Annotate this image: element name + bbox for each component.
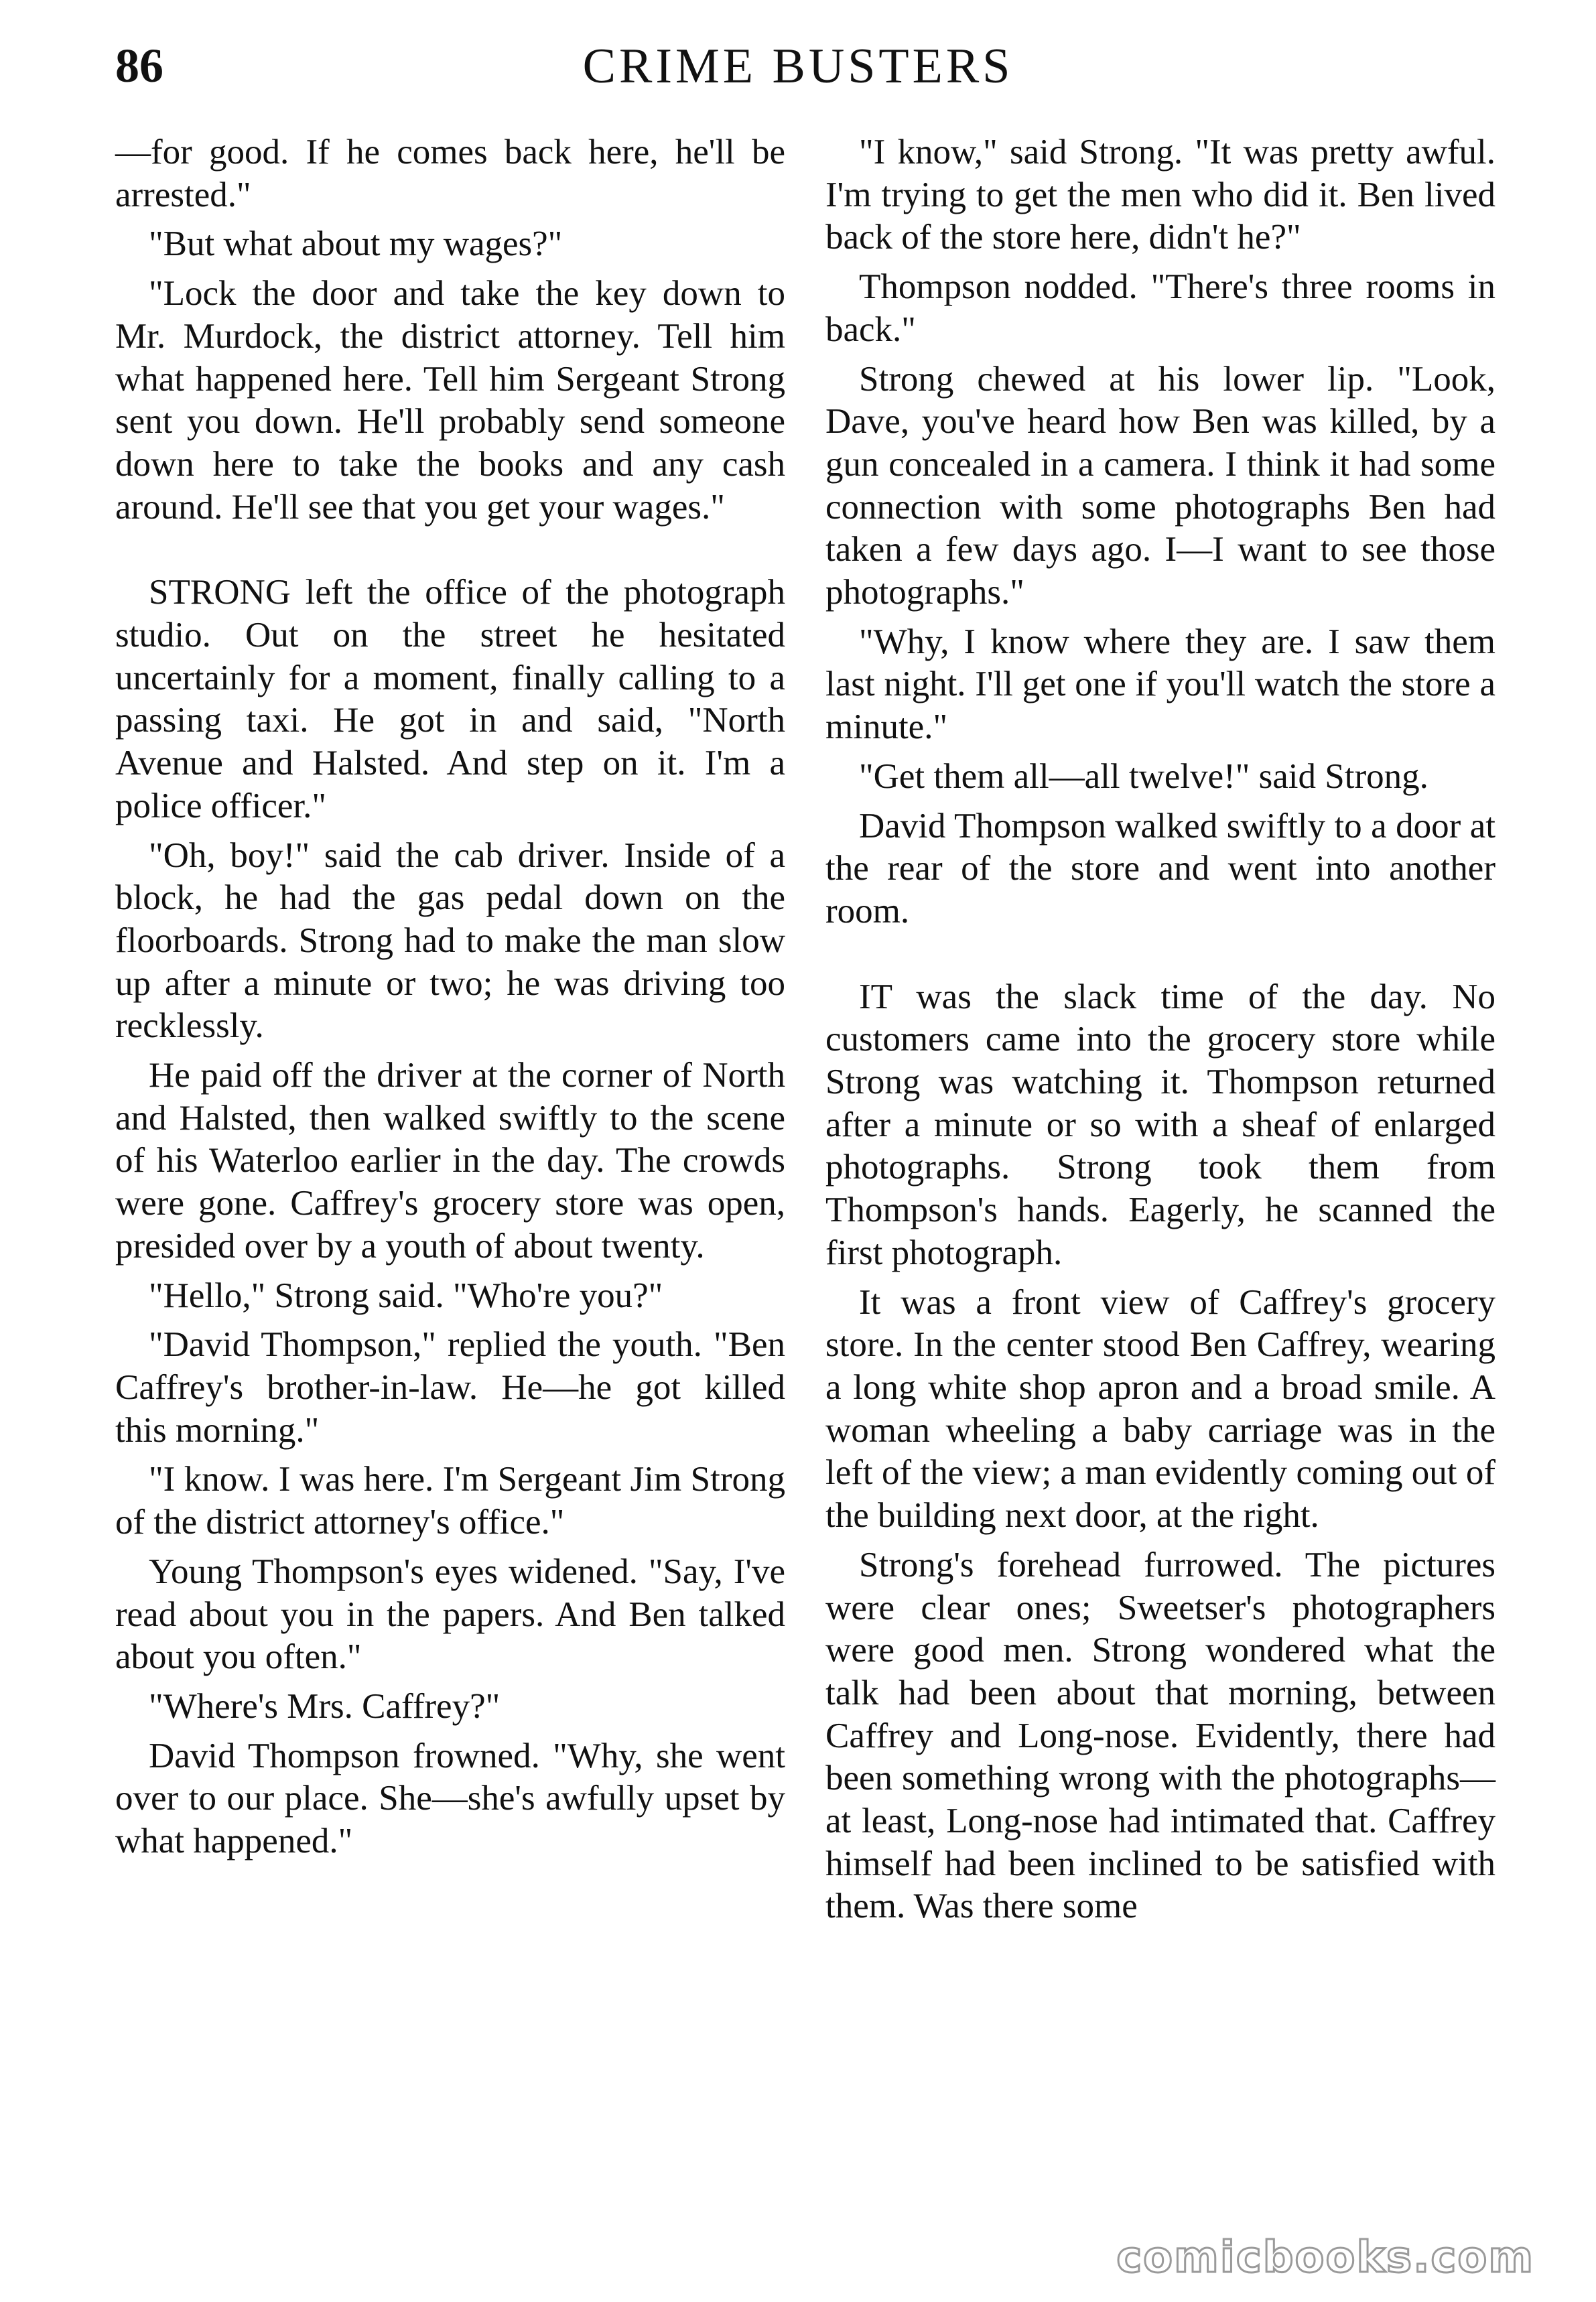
paragraph: Young Thompson's eyes widened. "Say, I've read about you in the papers. And Ben talked about you often." [115, 1552, 785, 1677]
paragraph: He paid off the driver at the corner of North and Halsted, then walked swiftly to the scene of his Waterloo earlier in the day. The crowds were gone. Caffrey's grocery store was open, presided over by a youth of about twenty. [115, 1056, 785, 1266]
paragraph: "Where's Mrs. Caffrey?" [149, 1686, 501, 1726]
left-text-column [115, 131, 785, 1870]
paragraph: Strong chewed at his lower lip. "Look, Dave, you've heard how Ben was killed, by a gun concealed in a camera. I think it had some connection with some photographs Ben had taken a few days ago. I—I want to see those photographs." [825, 359, 1495, 612]
paragraph: "I know. I was here. I'm Sergeant Jim Strong of the district attorney's office." [115, 1460, 785, 1542]
paragraph: David Thompson walked swiftly to a door at the rear of the store and went into another room. [825, 806, 1495, 931]
right-text-column [825, 131, 1495, 1935]
page-number: 86 [115, 39, 163, 92]
watermark-logo: comicbooks.com [1116, 2233, 1534, 2283]
paragraph: "I know," said Strong. "It was pretty awful. I'm trying to get the men who did it. Ben lived back of the store here, didn't he?" [825, 133, 1495, 257]
running-title: CRIME BUSTERS [582, 39, 1014, 94]
paragraph: David Thompson frowned. "Why, she went over to our place. She—she's awfully upset by what happened." [115, 1736, 785, 1861]
paragraph: It was a front view of Caffrey's grocery store. In the center stood Ben Caffrey, wearing a long white shop apron and a broad smile. A woman wheeling a baby carriage was in the left of the view; a man evidently coming out of the building next door, at the right. [825, 1282, 1495, 1536]
paragraph: "Lock the door and take the key down to Mr. Murdock, the district attorney. Tell him what happened here. Tell him Sergeant Strong sent you down. He'll probably send someone down here to take the books and any cash around. He'll see that you get your wages." [115, 274, 785, 527]
paragraph: —for good. If he comes back here, he'll be arrested." [115, 133, 785, 214]
paragraph: "Hello," Strong said. "Who're you?" [149, 1276, 663, 1315]
paragraph: "But what about my wages?" [149, 224, 563, 264]
paragraph: Thompson nodded. "There's three rooms in back." [825, 267, 1495, 349]
paragraph: "Why, I know where they are. I saw them last night. I'll get one if you'll watch the store a minute." [825, 622, 1495, 747]
section-opening-paragraph: IT was the slack time of the day. No customers came into the grocery store while Strong was watching it. Thompson returned after a minute or so with a sheaf of enlarged photographs. Strong took them from Thompson's hands. Eagerly, he scanned the first photograph. [825, 977, 1495, 1272]
paragraph: "Get them all—all twelve!" said Strong. [859, 756, 1428, 796]
paragraph: "Oh, boy!" said the cab driver. Inside of a block, he had the gas pedal down on the floorboards. Strong had to make the man slow up after a minute or two; he was driving too recklessly. [115, 835, 785, 1046]
section-opening-paragraph: STRONG left the office of the photograph studio. Out on the street he hesitated uncertainly for a moment, finally calling to a passing taxi. He got in and said, "North Avenue and Halsted. And step on it. I'm a police officer." [115, 573, 785, 825]
paragraph: Strong's forehead furrowed. The pictures were clear ones; Sweetser's photographers were good men. Strong wondered what the talk had been about that morning, between Caffrey and Long-nose. Evidently, there had been something wrong with the photographs—at least, Long-nose had intimated that. Caffrey himself had been inclined to be satisfied with them. Was there some [825, 1545, 1495, 1926]
paragraph: "David Thompson," replied the youth. "Ben Caffrey's brother-in-law. He—he got killed this morning." [115, 1325, 785, 1450]
